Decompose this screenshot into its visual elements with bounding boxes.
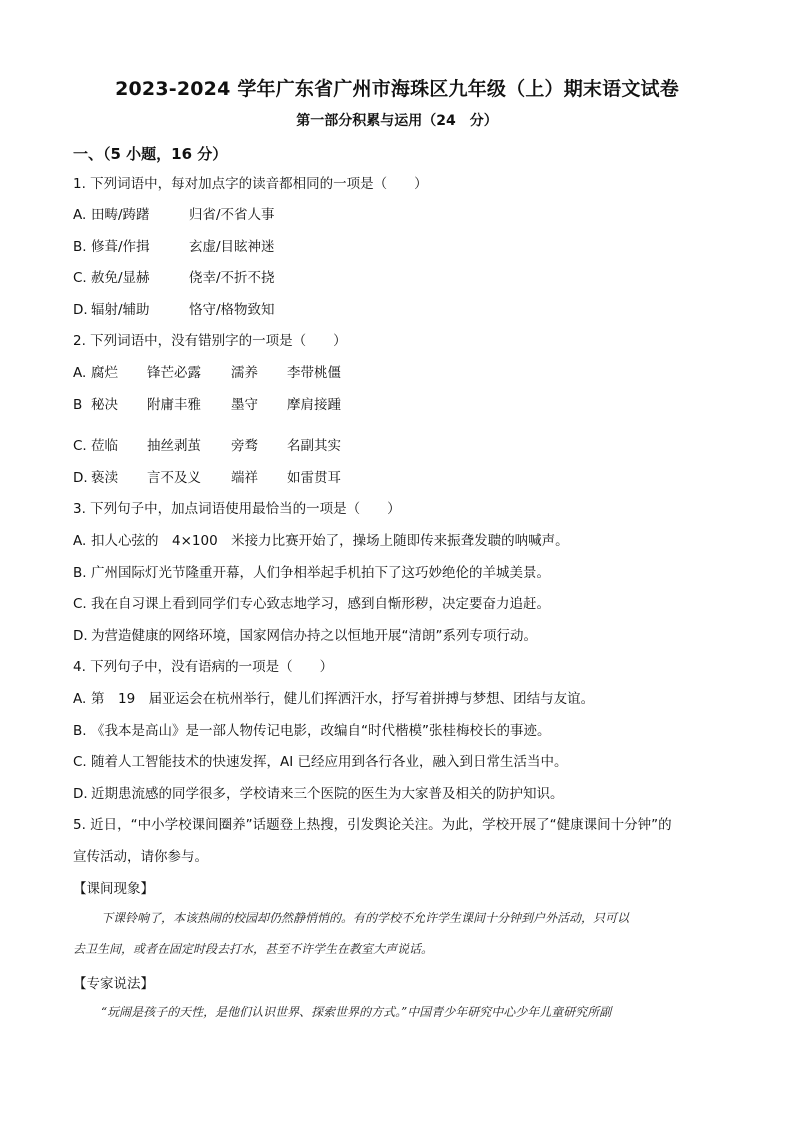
option-text: 为营造健康的网络环境，国家网信办持之以恒地开展“清朗”系列专项行动。 [91,628,537,644]
q1-option-c [73,266,275,286]
option-letter: C. [73,754,87,770]
option-word: 秘决 [91,397,118,413]
option-word: 如雷贯耳 [287,470,341,486]
q1-option-b [73,235,275,255]
q1-stem: 1. 下列词语中，每对加点字的读音都相同的一项是（ ） [73,176,428,192]
option-letter: B. [73,565,87,581]
option-letter: C. [73,270,87,286]
option-word: 抽丝剥茧 [147,438,201,454]
option-letter: C. [73,596,87,612]
option-word: 摩肩接踵 [287,397,341,413]
section-heading: 一、（5 小题，16 分） [73,145,228,163]
q3-stem: 3. 下列句子中，加点词语使用最恰当的一项是（ ） [73,501,401,517]
q3-option-c [73,592,550,612]
option-letter: D. [73,786,88,802]
option-word: 亵渎 [91,470,118,486]
q3-option-a [73,529,569,549]
option-word: 腐烂 [91,365,118,381]
part-subtitle: 第一部分积累与运用（24 分） [296,113,498,129]
q3-option-b [73,561,550,581]
option-word: 名副其实 [287,438,341,454]
option-text: 广州国际灯光节隆重开幕，人们争相举起手机拍下了这巧妙绝伦的羊城美景。 [91,565,550,581]
q2-option-d [73,466,341,486]
option-letter: A. [73,207,87,223]
option-letter: D. [73,470,88,486]
option-text: 扣人心弦的 4×100 米接力比赛开始了，操场上随即传来振聋发聩的呐喊声。 [91,533,569,549]
option-letter: B. [73,239,87,255]
q2-option-c [73,434,341,454]
block1-paragraph-line2: 去卫生间，或者在固定时段去打水，甚至不许学生在教室大声说话。 [73,942,434,956]
option-text: 第 19 届亚运会在杭州举行，健儿们挥洒汗水，抒写着拼搏与梦想、团结与友谊。 [91,691,595,707]
q5-stem-line1: 5. 近日，“中小学校课间圈养”话题登上热搜，引发舆论关注。为此，学校开展了“健康课间十分钟”的 [73,817,672,833]
option-word: 锋芒必露 [147,365,201,381]
block1-paragraph-line1: 下课铃响了，本该热闹的校园却仍然静悄悄的。有的学校不允许学生课间十分钟到户外活动，只可以 [101,911,630,925]
option-letter: D. [73,302,88,318]
q5-stem-line2: 宣传活动，请你参与。 [73,849,208,865]
option-word: 旁骛 [231,438,258,454]
option-word: 莅临 [91,438,118,454]
option-word: 言不及义 [147,470,201,486]
option-word: 恪守/格物致知 [189,302,275,318]
option-letter: D. [73,628,88,644]
option-text: 《我本是高山》是一部人物传记电影，改编自“时代楷模”张桂梅校长的事迹。 [91,723,551,739]
option-word: 田畴/踌躇 [91,207,150,223]
option-text: 近期患流感的同学很多，学校请来三个医院的医生为大家普及相关的防护知识。 [91,786,564,802]
q3-option-d [73,624,537,644]
option-letter: A. [73,533,87,549]
option-letter: B [73,397,83,413]
option-word: 濡养 [231,365,258,381]
option-letter: B. [73,723,87,739]
q2-option-b [73,393,341,413]
q4-option-a [73,687,594,707]
option-word: 归省/不省人事 [189,207,275,223]
q4-option-b [73,719,551,739]
q2-stem: 2. 下列词语中，没有错别字的一项是（ ） [73,333,347,349]
block-heading-classroom: 【课间现象】 [73,881,154,897]
option-word: 李带桃僵 [287,365,341,381]
option-word: 侥幸/不折不挠 [189,270,275,286]
q4-option-c [73,750,568,770]
option-letter: A. [73,691,87,707]
q1-option-d [73,298,275,318]
block-heading-expert: 【专家说法】 [73,976,154,992]
q1-option-a [73,203,275,223]
q4-option-d [73,782,564,802]
option-word: 赦免/显赫 [91,270,150,286]
option-word: 墨守 [231,397,258,413]
option-word: 玄虚/目眩神迷 [189,239,275,255]
option-word: 附庸丰雅 [147,397,201,413]
block2-paragraph-line1: “玩闹是孩子的天性，是他们认识世界、探索世界的方式。”中国青少年研究中心少年儿童研究所副 [101,1005,612,1019]
option-word: 修葺/作揖 [91,239,150,255]
exam-title: 2023-2024 学年广东省广州市海珠区九年级（上）期末语文试卷 [115,78,679,100]
q2-option-a [73,361,341,381]
option-letter: C. [73,438,87,454]
q4-stem: 4. 下列句子中，没有语病的一项是（ ） [73,659,334,675]
option-text: 随着人工智能技术的快速发挥，AI 已经应用到各行各业，融入到日常生活当中。 [91,754,568,770]
option-text: 我在自习课上看到同学们专心致志地学习，感到自惭形秽，决定要奋力追赶。 [91,596,550,612]
option-letter: A. [73,365,87,381]
option-word: 辐射/辅助 [91,302,150,318]
option-word: 端祥 [231,470,258,486]
